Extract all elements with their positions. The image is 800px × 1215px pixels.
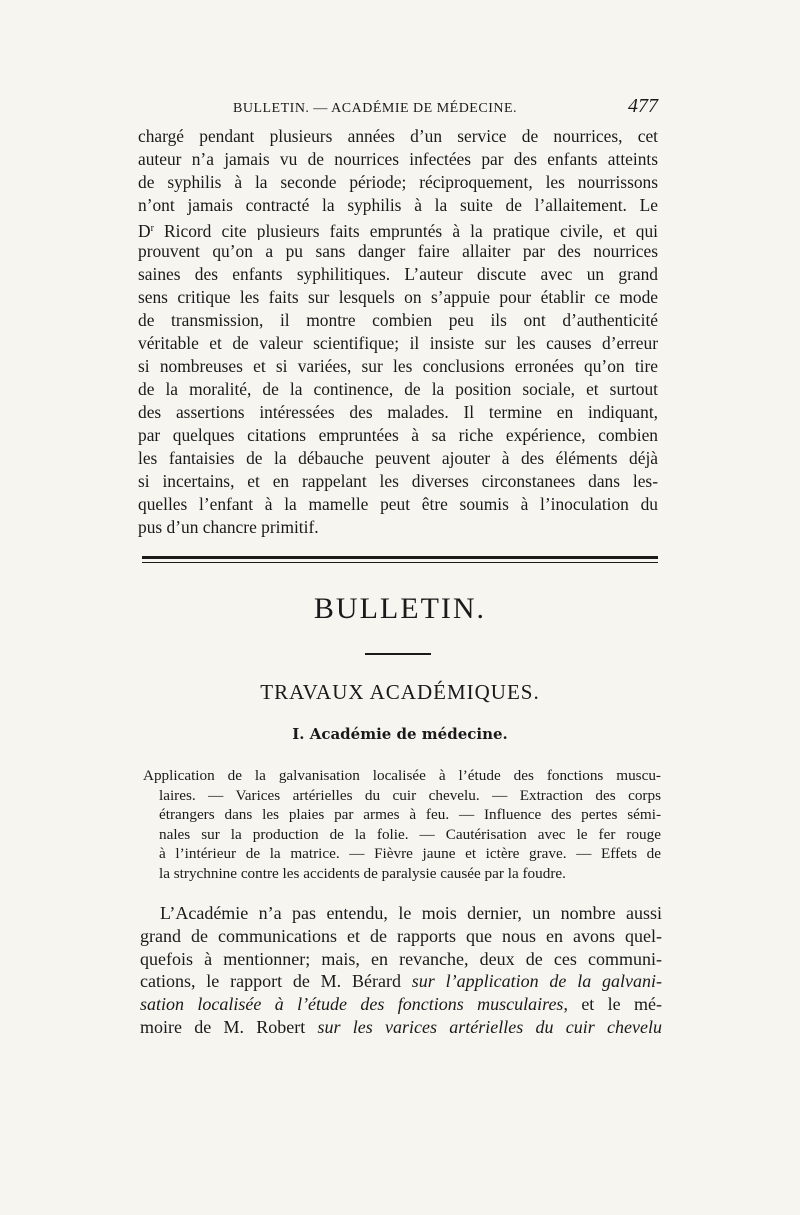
text-line: grand de communications et de rapports que nous en avons quel- — [140, 925, 662, 946]
text-line: auteur n’a jamais vu de nourrices infectées par des enfants atteints — [138, 149, 658, 169]
text-line: les fantaisies de la débauche peuvent ajouter à des éléments déjà — [138, 448, 658, 468]
section-divider-thin — [142, 562, 658, 563]
text-line: de syphilis à la seconde période; réciproquement, les nourrissons — [138, 172, 658, 192]
summary-line: laires. — Varices artérielles du cuir chevelu. — Extraction des corps — [159, 786, 661, 804]
text-fragment: , et le mé- — [563, 994, 662, 1015]
summary-line: étrangers dans les plaies par armes à feu. — Influence des pertes sémi- — [159, 806, 661, 823]
text-line: n’ont jamais contracté la syphilis à la suite de l’allaitement. Le — [138, 195, 658, 215]
section-divider-thick — [142, 556, 658, 559]
text-line: si incertains, et en rappelant les diverses circonstanees dans les- — [138, 471, 658, 491]
text-line: si nombreuses et si variées, sur les conclusions erronées qu’on tire — [138, 356, 658, 376]
text-line: par quelques citations empruntées à sa riche expérience, combien — [138, 425, 658, 445]
text-line-ricord — [138, 217, 658, 240]
doctor-abbrev-sup: r — [150, 223, 154, 234]
subsection-heading: I. Académie de médecine. — [292, 725, 508, 743]
text-line: de transmission, il montre combien peu ils ont d’authenticité — [138, 310, 658, 330]
text-fragment: moire de M. Robert — [140, 1016, 318, 1037]
doctor-abbrev: D — [138, 221, 151, 240]
text-line: quefois à mentionner; mais, en revanche, deux de ces communi- — [140, 948, 662, 969]
text-line: quelles l’enfant à la mamelle peut être soumis à l’inoculation du — [138, 494, 658, 514]
paragraph-ricord-review — [138, 125, 658, 539]
text-line: saines des enfants syphilitiques. L’auteur discute avec un grand — [138, 264, 658, 284]
text-line: véritable et de valeur scientifique; il insiste sur les causes d’erreur — [138, 333, 658, 353]
text-line — [140, 1016, 662, 1039]
running-head — [138, 95, 658, 121]
section-heading: TRAVAUX ACADÉMIQUES. — [260, 680, 540, 704]
italic-title-fragment: sur les varices artérielles du cuir chevelu — [317, 1016, 662, 1037]
bulletin-heading: BULLETIN. — [313, 592, 487, 625]
running-head-title: BULLETIN. — ACADÉMIE DE MÉDECINE. — [233, 101, 518, 116]
summary-line: nales sur la production de la folie. — Cautérisation avec le fer rouge — [159, 825, 661, 843]
italic-title-fragment: sur l’application de la galvani- — [411, 971, 662, 992]
text-line: pus d’un chancre primitif. — [138, 517, 319, 537]
summary-line: Application de la galvanisation localisée à l’étude des fonctions muscu- — [143, 767, 661, 784]
text-line: chargé pendant plusieurs années d’un service de nourrices, cet — [138, 126, 658, 146]
text-line: sens critique les faits sur lesquels on s’appuie pour établir ce mode — [138, 287, 658, 307]
text-fragment: Ricord cite plusieurs faits empruntés à la pratique civile, et qui — [153, 221, 658, 240]
text-line: de la moralité, de la continence, de la position sociale, et surtout — [138, 379, 658, 399]
paragraph-academy-report — [140, 902, 662, 1039]
page-number: 477 — [628, 95, 658, 117]
summary-line: à l’intérieur de la matrice. — Fièvre jaune et ictère grave. — Effets de — [159, 845, 661, 862]
summary-abstract — [143, 766, 661, 883]
text-line: prouvent qu’on a pu sans danger faire allaiter par des nourrices — [138, 241, 658, 261]
summary-line: la strychnine contre les accidents de paralysie causée par la foudre. — [159, 864, 566, 882]
heading-rule — [365, 653, 431, 655]
text-line — [140, 993, 662, 1016]
text-line: L’Académie n’a pas entendu, le mois dernier, un nombre aussi — [160, 903, 662, 923]
text-fragment: cations, le rapport de M. Bérard — [140, 971, 412, 992]
text-line — [140, 970, 662, 993]
text-line: des assertions intéressées des malades. Il termine en indiquant, — [138, 402, 658, 422]
italic-title-fragment: sation localisée à l’étude des fonctions musculaires — [140, 994, 564, 1015]
